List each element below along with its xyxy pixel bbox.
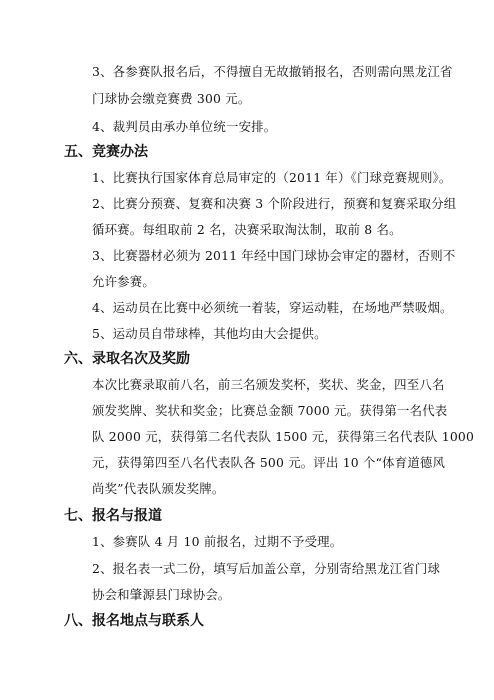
paragraph-line: 5、运动员自带球棒，其他均由大会提供。 [92,326,327,341]
section-heading: 六、录取名次及奖励 [64,351,190,367]
paragraph-line: 2、比赛分预赛、复赛和决赛 3 个阶段进行，预赛和复赛采取分组 [92,196,457,211]
paragraph-line: 循环赛。每组取前 2 名，决赛采取淘汰制，取前 8 名。 [92,222,402,237]
paragraph-line: 尚奖”代表队颁发奖牌。 [92,481,225,496]
paragraph-line: 颁发奖牌、奖状和奖金；比赛总金额 7000 元。获得第一名代表 [92,403,448,418]
paragraph-line: 队 2000 元，获得第二名代表队 1500 元，获得第三名代表队 1000 [92,429,475,444]
paragraph-line: 3、各参赛队报名后，不得擅自无故撤销报名，否则需向黑龙江省 [92,64,453,79]
paragraph-line: 协会和肇源县门球协会。 [92,587,231,602]
paragraph-line: 本次比赛录取前八名，前三名颁发奖杯，奖状、奖金，四至八名 [92,377,445,392]
paragraph-line: 4、裁判员由承办单位统一安排。 [92,119,277,134]
paragraph-line: 门球协会缴竞赛费 300 元。 [92,91,251,106]
section-heading: 七、报名与报道 [64,508,162,524]
paragraph-line: 允许参赛。 [92,274,155,289]
paragraph-line: 1、比赛执行国家体育总局审定的（2011 年）《门球竞赛规则》。 [92,170,452,185]
section-heading: 八、报名地点与联系人 [64,613,204,629]
section-heading: 五、竞赛办法 [64,144,148,160]
paragraph-line: 元，获得第四至八名代表队各 500 元。评出 10 个“体育道德风 [92,455,446,470]
paragraph-line: 1、参赛队 4 月 10 前报名，过期不予受理。 [92,534,343,549]
paragraph-line: 2、报名表一式二份，填写后加盖公章，分别寄给黑龙江省门球 [92,561,441,576]
paragraph-line: 3、比赛器材必须为 2011 年经中国门球协会审定的器材，否则不 [92,248,456,263]
paragraph-line: 4、运动员在比赛中必须统一着装，穿运动鞋，在场地严禁吸烟。 [92,300,453,315]
